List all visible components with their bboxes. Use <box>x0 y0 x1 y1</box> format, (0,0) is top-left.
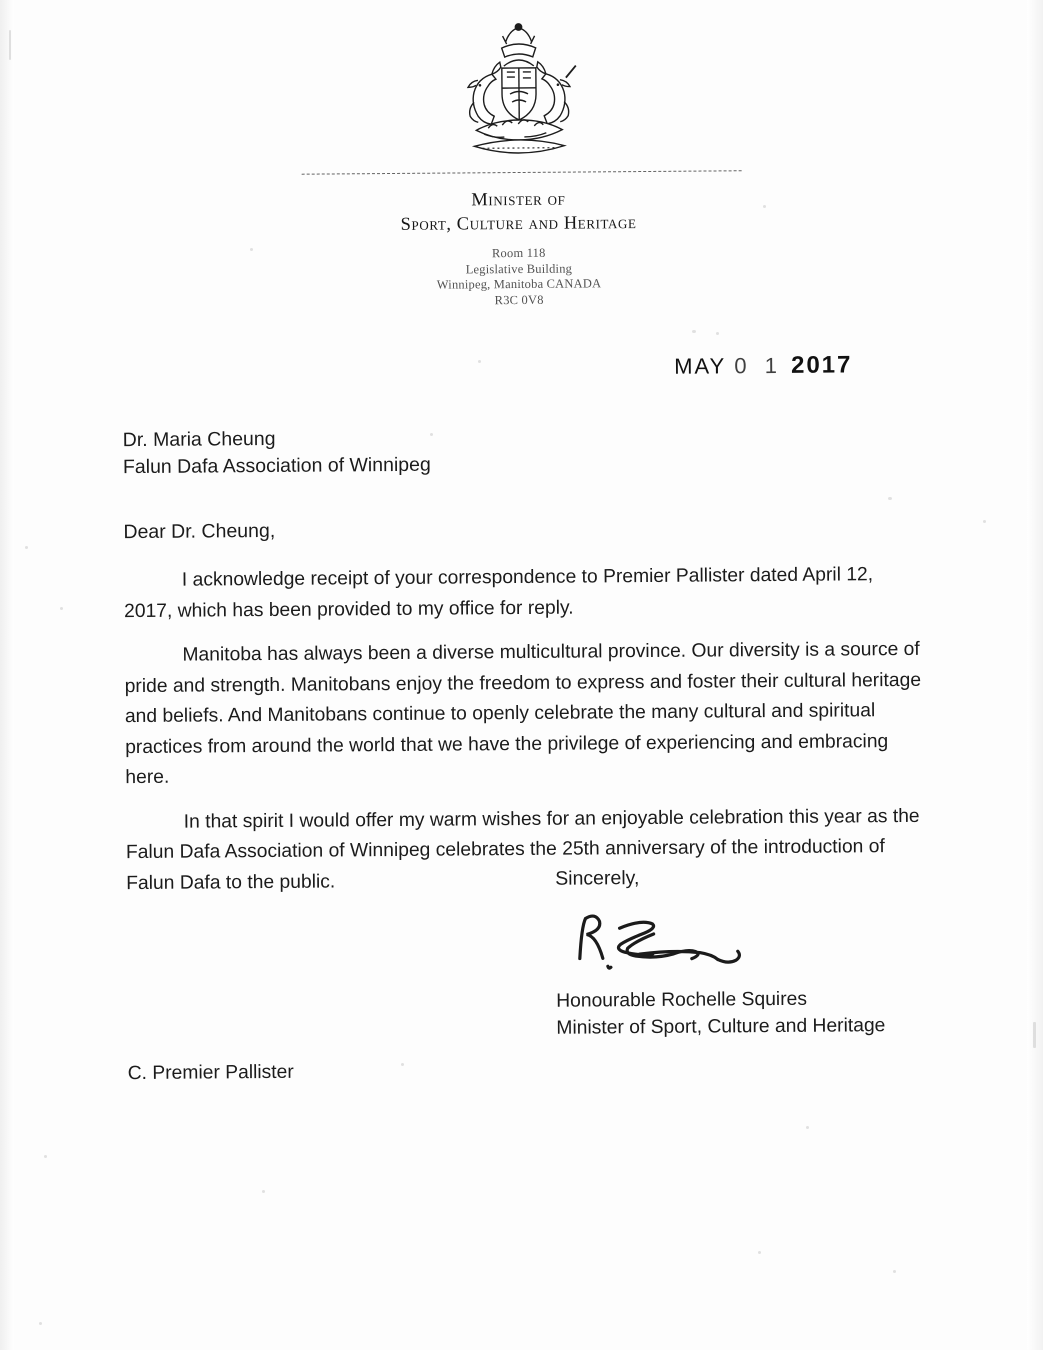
date-stamp <box>674 351 852 380</box>
scan-streak <box>1033 1022 1036 1048</box>
scan-speck <box>888 497 892 500</box>
address-line-1: Room 118 <box>491 245 546 261</box>
coat-of-arms-icon <box>443 21 594 170</box>
closing-salutation: Sincerely, <box>555 867 640 890</box>
date-stamp-year: 2017 <box>790 351 853 379</box>
scan-speck <box>250 248 253 251</box>
body-paragraph-2: Manitoba has always been a diverse multicultural province. Our diversity is a source of pride and strength. Manitobans enjoy the freedom to express and foster their cultural heritage and beliefs. And Manitobans continue to openly celebrate the many cultural and spiritual practices from around the world that we have the privilege of experiencing and embracing here. <box>124 638 922 789</box>
address-line-2: Legislative Building <box>465 261 573 276</box>
header-divider <box>302 170 742 174</box>
body-paragraph-1: I acknowledge receipt of your correspondence to Premier Pallister dated April 12, 2017, which has been provided to my office for reply. <box>123 564 874 622</box>
scan-speck <box>763 205 766 208</box>
scan-speck <box>692 330 696 333</box>
office-address <box>0 242 1041 312</box>
date-stamp-month: MAY <box>674 353 727 379</box>
scan-speck <box>60 607 63 610</box>
scan-speck <box>25 546 28 549</box>
address-line-3: Winnipeg, Manitoba CANADA <box>436 276 602 292</box>
body-paragraph-3: In that spirit I would offer my warm wishes for an enjoyable celebration this year as the Falun Dafa Association of Winnipeg celebrates the 25th anniversary of the introduction of Falun Dafa to the public. <box>125 805 920 894</box>
scan-speck <box>478 360 481 363</box>
scan-speck <box>430 433 433 436</box>
date-stamp-day: 0 1 <box>734 352 784 379</box>
signer-block <box>556 985 885 1042</box>
handwritten-signature-icon <box>567 893 798 990</box>
salutation: Dear Dr. Cheung, <box>123 519 276 544</box>
scan-speck <box>401 1063 404 1066</box>
scan-speck <box>758 1251 761 1254</box>
scan-streak <box>9 30 11 60</box>
scan-speck <box>983 520 986 523</box>
minister-title-line1: Minister of <box>471 189 566 211</box>
carbon-copy-line: C. Premier Pallister <box>127 1061 294 1085</box>
addressee-organization: Falun Dafa Association of Winnipeg <box>122 453 431 479</box>
minister-title-line2: Sport, Culture and Heritage <box>400 213 637 235</box>
signer-title: Minister of Sport, Culture and Heritage <box>556 1015 886 1039</box>
addressee-block <box>123 425 431 481</box>
address-line-4: R3C 0V8 <box>494 292 544 307</box>
scan-speck <box>806 1126 809 1129</box>
scan-speck <box>893 1270 896 1273</box>
signer-name: Honourable Rochelle Squires <box>556 988 808 1012</box>
scan-speck <box>716 332 719 335</box>
scan-speck <box>44 1155 47 1158</box>
scan-speck <box>39 1322 42 1325</box>
letter-body <box>124 560 927 913</box>
scan-speck <box>262 1190 265 1193</box>
addressee-name: Dr. Maria Cheung <box>122 427 276 452</box>
